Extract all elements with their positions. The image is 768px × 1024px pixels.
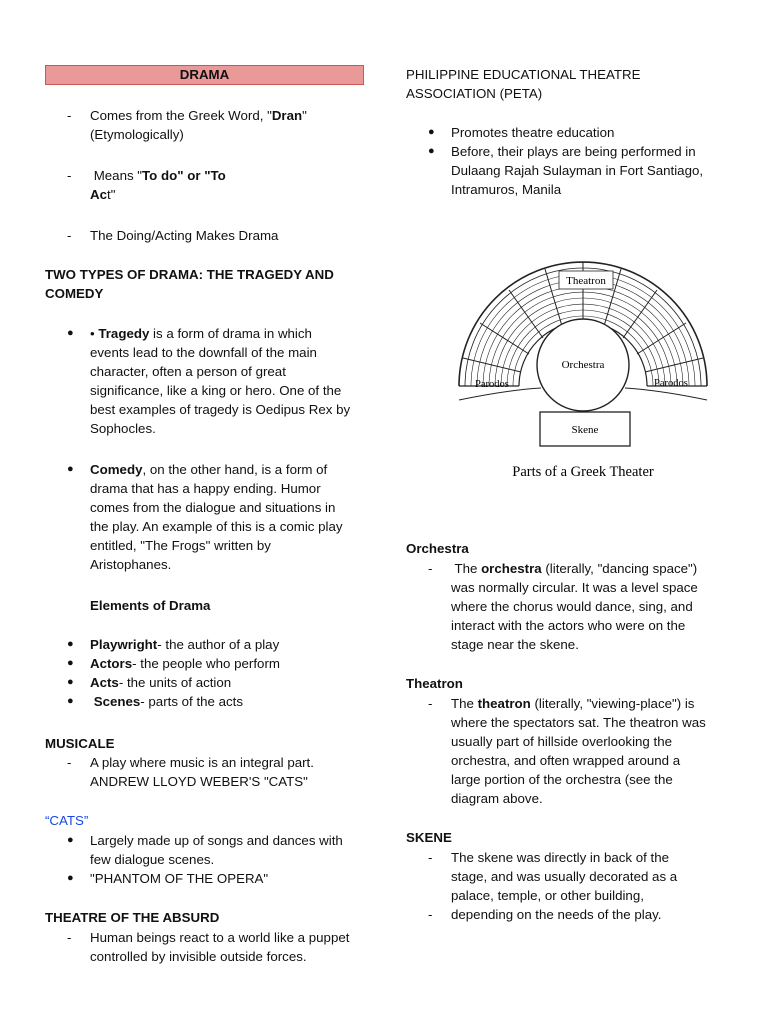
peta-item-line: Promotes theatre education: [451, 125, 615, 140]
peta-item-line: Before, their plays are being performed in: [451, 144, 696, 159]
two-types-heading: [45, 265, 375, 303]
element-term: Playwright: [90, 637, 158, 652]
element-item: [45, 635, 375, 654]
tragedy-line: character, often a person of great: [90, 364, 286, 379]
means-tail: t": [107, 187, 116, 202]
comedy-line: , on the other hand, is a form of: [142, 462, 328, 477]
orchestra-term: orchestra: [481, 561, 542, 576]
tragedy-line: significance, like a king or hero. One of the: [90, 383, 342, 398]
skene-line: palace, temple, or other building,: [451, 888, 644, 903]
element-term: Actors: [90, 656, 133, 671]
comedy-line: drama that has a happy ending. Humor: [90, 481, 321, 496]
peta-line: PHILIPPINE EDUCATIONAL THEATRE: [406, 67, 641, 82]
skene-line: The skene was directly in back of the: [451, 850, 670, 865]
etymology-quote: ": [302, 108, 307, 123]
theatron-heading: [406, 674, 463, 693]
theatron-title: Theatron: [406, 676, 463, 691]
peta-line: ASSOCIATION (PETA): [406, 86, 543, 101]
theatron-item: [406, 694, 768, 808]
peta-item-line: Dulaang Rajah Sulayman in Fort Santiago,: [451, 163, 704, 178]
skene-line: depending on the needs of the play.: [451, 907, 662, 922]
aisle-line: [637, 323, 686, 354]
means-bold: To do" or "To: [142, 168, 226, 183]
theatron-line: large portion of the orchestra (see the: [451, 772, 673, 787]
dash-marker: -: [428, 696, 433, 711]
bullet-dot: ●: [67, 657, 74, 669]
means-act: Ac: [90, 187, 107, 202]
etymology-text: Comes from the Greek Word, ": [90, 108, 272, 123]
absurd-item: [45, 928, 420, 966]
theatron-text: The: [451, 696, 478, 711]
skene-item: [406, 848, 736, 905]
dash-marker: -: [67, 755, 72, 770]
absurd-heading: [45, 908, 219, 927]
drama-header-text: DRAMA: [179, 67, 230, 82]
skene-item: [406, 905, 736, 924]
drama-header: [45, 65, 364, 85]
orchestra-label: Orchestra: [561, 359, 605, 371]
doing-text: The Doing/Acting Makes Drama: [90, 228, 279, 243]
dash-marker: -: [428, 907, 433, 922]
diagram-caption: Parts of a Greek Theater: [512, 464, 654, 480]
skene-heading: [406, 828, 452, 847]
comedy-line: comes from the dialogue and situations in: [90, 500, 336, 515]
orchestra-text: The: [451, 561, 482, 576]
tragedy-term: Tragedy: [98, 326, 150, 341]
absurd-title: THEATRE OF THE ABSURD: [45, 910, 220, 925]
musicale-heading: [45, 734, 114, 753]
skene-line: stage, and was usually decorated as a: [451, 869, 678, 884]
theatron-label: Theatron: [566, 275, 606, 287]
orchestra-text: (literally, "dancing space"): [541, 561, 698, 576]
comedy-line: the play. An example of this is a comic play: [90, 519, 343, 534]
peta-item: [406, 142, 736, 199]
bullet-dot: ●: [67, 327, 74, 339]
orchestra-title: Orchestra: [406, 541, 469, 556]
bullet-dot: ●: [67, 676, 74, 688]
theatron-line: where the spectators sat. The theatron was: [451, 715, 706, 730]
comedy-line: Aristophanes.: [90, 557, 172, 572]
parodos-left-label: Parodos: [475, 379, 509, 390]
bullet-dot: ●: [428, 145, 435, 157]
musicale-title: MUSICALE: [45, 736, 115, 751]
aisle-line: [463, 358, 521, 372]
etymology-word: Dran: [271, 108, 303, 123]
element-desc: - the units of action: [118, 675, 232, 690]
theatron-line: usually part of hillside overlooking the: [451, 734, 673, 749]
dash-marker: -: [67, 168, 72, 183]
tragedy-line: events lead to the downfall of the main: [90, 345, 317, 360]
orchestra-line: was normally circular. It was a level space: [451, 580, 698, 595]
peta-item-line: Intramuros, Manila: [451, 182, 562, 197]
parodos-right-label: Parodos: [654, 378, 688, 389]
two-types-line-2: COMEDY: [45, 286, 104, 301]
musicale-line: A play where music is an integral part.: [90, 755, 314, 770]
musicale-item: [45, 753, 420, 791]
etymology-item: [45, 106, 410, 144]
element-item: [45, 654, 375, 673]
cats-title: “CATS”: [45, 813, 89, 828]
absurd-line: controlled by invisible outside forces.: [90, 949, 307, 964]
element-desc: - the people who perform: [132, 656, 280, 671]
elements-heading: [90, 596, 210, 615]
absurd-line: Human beings react to a world like a puppet: [90, 930, 350, 945]
skene-list: [406, 848, 736, 924]
orchestra-line: interact with the actors who were on the: [451, 618, 686, 633]
cats-line: "PHANTOM OF THE OPERA": [90, 871, 269, 886]
skene-title: SKENE: [406, 830, 452, 845]
bullet-dot: ●: [428, 126, 435, 138]
element-item: [45, 692, 375, 711]
theatron-line: orchestra, and often wrapped around a: [451, 753, 681, 768]
orchestra-line: where the chorus would dance, sing, and: [451, 599, 693, 614]
aisle-line: [480, 323, 529, 354]
orchestra-item: [406, 559, 768, 654]
element-desc: - parts of the acts: [140, 694, 244, 709]
two-types-line-1: TWO TYPES OF DRAMA: THE TRAGEDY AND: [45, 267, 334, 282]
bullet-dot: ●: [67, 872, 74, 884]
dash-marker: -: [428, 850, 433, 865]
peta-list: [406, 123, 736, 199]
element-desc: - the author of a play: [157, 637, 280, 652]
cats-line: Largely made up of songs and dances with: [90, 833, 343, 848]
elements-list: [45, 635, 375, 711]
tragedy-line: Sophocles.: [90, 421, 156, 436]
dash-marker: -: [428, 561, 433, 576]
comedy-term: Comedy: [90, 462, 143, 477]
cats-item: [45, 869, 375, 888]
means-text: Means ": [93, 168, 143, 183]
musicale-line: ANDREW LLOYD WEBER'S "CATS": [90, 774, 308, 789]
peta-item: [406, 123, 736, 142]
greek-theater-svg: [447, 228, 719, 490]
cats-item: [45, 831, 375, 869]
theatron-term: theatron: [477, 696, 531, 711]
dash-marker: -: [67, 930, 72, 945]
means-item: [45, 166, 410, 204]
doing-item: [45, 226, 410, 245]
tragedy-line: is a form of drama in which: [149, 326, 312, 341]
cats-list: [45, 831, 375, 888]
tragedy-prefix: •: [90, 326, 99, 341]
bullet-dot: ●: [67, 695, 74, 707]
skene-label: Skene: [571, 424, 599, 436]
parodos-right-path: [625, 388, 707, 400]
orchestra-heading: [406, 539, 469, 558]
bullet-dot: ●: [67, 834, 74, 846]
tragedy-line: best examples of tragedy is Oedipus Rex by: [90, 402, 351, 417]
greek-theater-diagram: [447, 228, 719, 490]
dash-marker: -: [67, 228, 72, 243]
dash-marker: -: [67, 108, 72, 123]
aisle-line: [645, 358, 703, 372]
comedy-line: entitled, "The Frogs" written by: [90, 538, 271, 553]
element-item: [45, 673, 375, 692]
cats-line: few dialogue scenes.: [90, 852, 215, 867]
bullet-dot: ●: [67, 638, 74, 650]
elements-title: Elements of Drama: [90, 598, 211, 613]
theatron-line: diagram above.: [451, 791, 543, 806]
etymology-note: (Etymologically): [90, 127, 184, 142]
element-term: Acts: [90, 675, 119, 690]
comedy-item: [45, 460, 420, 574]
orchestra-line: stage near the skene.: [451, 637, 579, 652]
peta-heading: [406, 65, 736, 103]
tragedy-item: [45, 324, 420, 438]
element-term: Scenes: [90, 694, 141, 709]
cats-heading: [45, 811, 88, 830]
bullet-dot: ●: [67, 463, 74, 475]
theatron-text: (literally, "viewing-place") is: [530, 696, 695, 711]
